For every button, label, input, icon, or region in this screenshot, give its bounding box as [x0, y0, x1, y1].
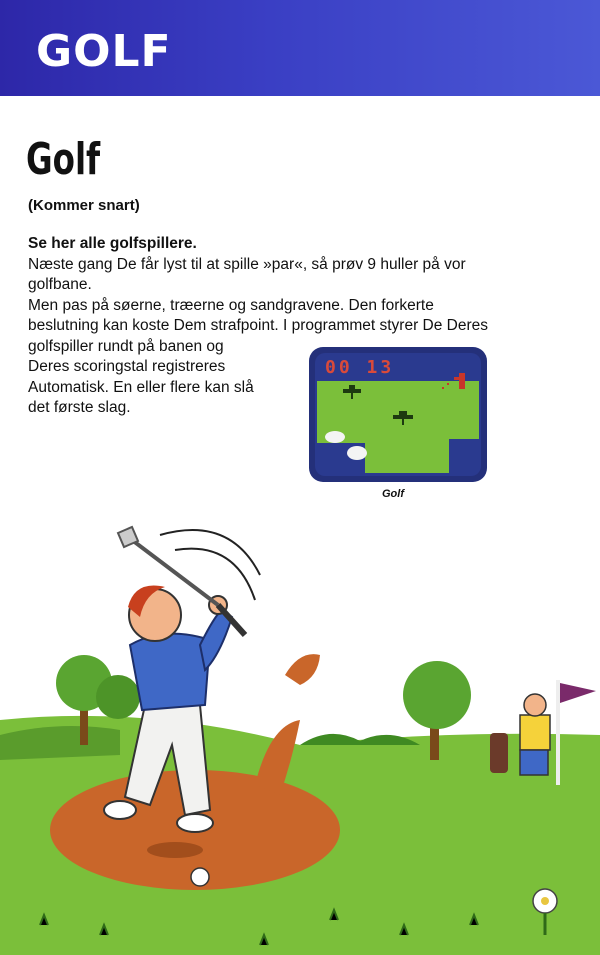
- text-line: det første slag.: [28, 399, 131, 416]
- screenshot-caption: Golf: [382, 488, 404, 500]
- page-heading: Golf: [26, 134, 101, 185]
- text-line: Deres scoringstal registreres: [28, 358, 226, 375]
- coming-soon-label: (Kommer snart): [28, 197, 140, 214]
- text-line: golfbane.: [28, 276, 92, 293]
- golf-ball-icon: [191, 868, 209, 886]
- game-screen-graphic: [309, 347, 487, 482]
- game-screenshot: [309, 347, 487, 482]
- banner-title: GOLF: [36, 26, 172, 77]
- caddie-figure: [490, 694, 550, 775]
- text-line: Næste gang De får lyst til at spille »par«, så prøv 9 huller på vor: [28, 255, 466, 273]
- lead-line: Se her alle golfspillere.: [28, 235, 197, 252]
- golfer-illustration: [0, 505, 600, 955]
- text-line: beslutning kan koste Dem strafpoint. I programmet styrer De Deres: [28, 317, 489, 334]
- text-line: Automatisk. En eller flere kan slå: [28, 378, 254, 396]
- text-line: Men pas på søerne, træerne og sandgravene. Den forkerte: [28, 296, 434, 314]
- score-display: 00 13: [325, 357, 395, 378]
- text-line: golfspiller rundt på banen og: [28, 337, 224, 355]
- header-banner: [0, 0, 600, 96]
